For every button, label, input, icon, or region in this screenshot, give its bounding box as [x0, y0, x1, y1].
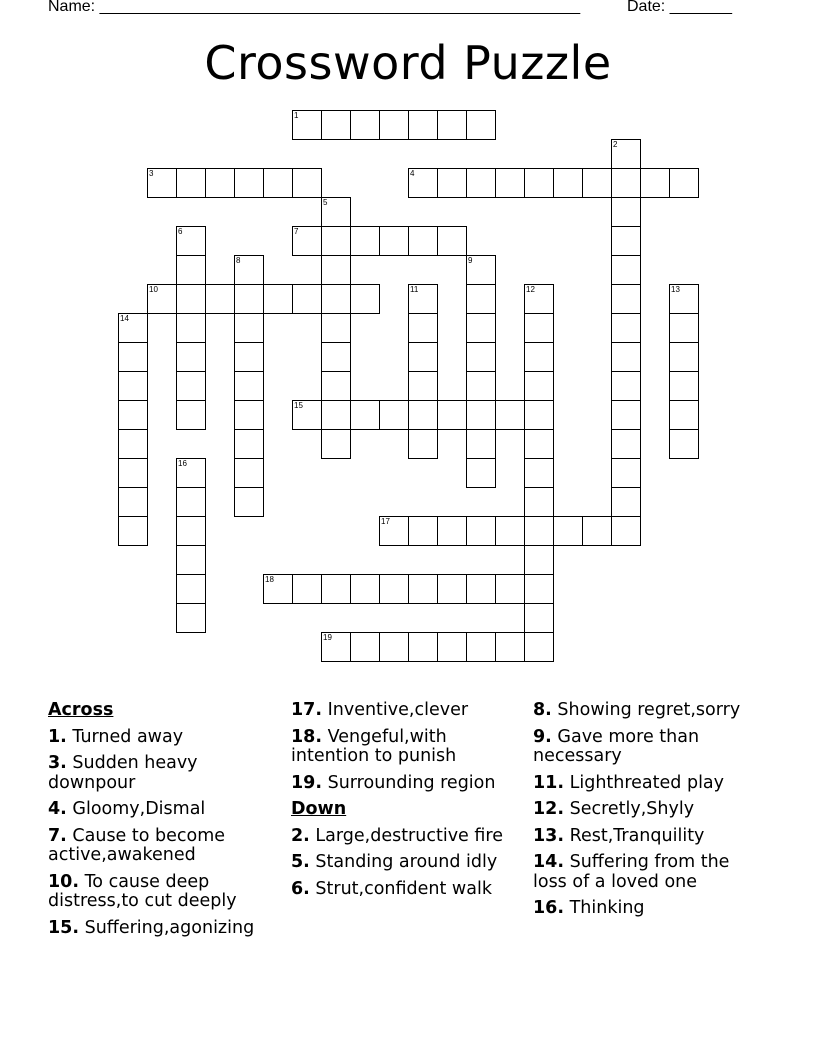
grid-cell[interactable]	[466, 284, 496, 314]
grid-cell[interactable]	[379, 516, 409, 546]
grid-cell[interactable]	[176, 487, 206, 517]
grid-cell[interactable]	[379, 632, 409, 662]
grid-cell[interactable]	[437, 226, 467, 256]
grid-cell[interactable]	[350, 400, 380, 430]
across-heading: Across	[48, 700, 114, 720]
grid-cell[interactable]	[611, 516, 641, 546]
grid-cell[interactable]	[524, 284, 554, 314]
grid-cell[interactable]	[118, 371, 148, 401]
grid-cell[interactable]	[292, 574, 322, 604]
grid-cell[interactable]	[321, 632, 351, 662]
grid-cell[interactable]	[466, 574, 496, 604]
clue-number: 13.	[533, 825, 565, 846]
grid-cell[interactable]	[292, 110, 322, 140]
cell-number: 11	[410, 285, 419, 294]
clue-text: Secretly,Shyly	[569, 799, 695, 819]
grid-cell[interactable]	[292, 226, 322, 256]
grid-cell[interactable]	[640, 168, 670, 198]
grid-cell[interactable]	[524, 487, 554, 517]
grid-cell[interactable]	[669, 371, 699, 401]
clue-number: 2.	[291, 825, 310, 846]
grid-cell[interactable]	[466, 516, 496, 546]
grid-cell[interactable]	[176, 168, 206, 198]
grid-cell[interactable]	[611, 458, 641, 488]
grid-cell[interactable]	[495, 400, 525, 430]
clue-number: 1.	[48, 726, 67, 747]
clue-across-18	[291, 728, 523, 767]
grid-cell[interactable]	[408, 516, 438, 546]
grid-cell[interactable]	[234, 458, 264, 488]
grid-cell[interactable]	[466, 400, 496, 430]
grid-cell[interactable]	[466, 632, 496, 662]
clue-down-5	[291, 853, 523, 873]
clue-number: 9.	[533, 726, 552, 747]
grid-cell[interactable]	[553, 516, 583, 546]
grid-cell[interactable]	[408, 632, 438, 662]
clue-down-13	[533, 827, 763, 847]
clue-number: 15.	[48, 917, 80, 938]
clue-across-15	[48, 919, 280, 939]
grid-cell[interactable]	[321, 574, 351, 604]
clue-across-7	[48, 827, 280, 866]
grid-cell[interactable]	[466, 313, 496, 343]
clue-text: Sudden heavy downpour	[48, 753, 198, 793]
grid-cell[interactable]	[263, 574, 293, 604]
cell-number: 15	[294, 401, 303, 410]
cell-number: 13	[671, 285, 680, 294]
grid-cell[interactable]	[292, 400, 322, 430]
grid-cell[interactable]	[292, 284, 322, 314]
clue-down-9	[533, 728, 763, 767]
grid-cell[interactable]	[611, 429, 641, 459]
clue-down-12	[533, 800, 763, 820]
grid-cell[interactable]	[611, 226, 641, 256]
grid-cell[interactable]	[379, 226, 409, 256]
clue-text: Inventive,clever	[327, 700, 469, 720]
grid-cell[interactable]	[205, 284, 235, 314]
grid-cell[interactable]	[524, 168, 554, 198]
clue-text: Strut,confident walk	[315, 878, 492, 899]
clue-number: 11.	[533, 772, 565, 793]
grid-cell[interactable]	[234, 400, 264, 430]
grid-cell[interactable]	[176, 458, 206, 488]
clue-text: Surrounding region	[327, 772, 496, 793]
grid-cell[interactable]	[321, 110, 351, 140]
grid-cell[interactable]	[611, 284, 641, 314]
grid-cell[interactable]	[234, 342, 264, 372]
clue-down-14	[533, 853, 763, 892]
grid-cell[interactable]	[524, 516, 554, 546]
grid-cell[interactable]	[379, 110, 409, 140]
grid-cell[interactable]	[350, 632, 380, 662]
grid-cell[interactable]	[321, 226, 351, 256]
clue-number: 19.	[291, 772, 323, 793]
grid-cell[interactable]	[321, 342, 351, 372]
grid-cell[interactable]	[234, 255, 264, 285]
grid-cell[interactable]	[611, 197, 641, 227]
grid-cell[interactable]	[408, 110, 438, 140]
grid-cell[interactable]	[176, 313, 206, 343]
grid-cell[interactable]	[118, 400, 148, 430]
clue-down-8	[533, 701, 763, 721]
grid-cell[interactable]	[408, 284, 438, 314]
grid-cell[interactable]	[408, 429, 438, 459]
grid-cell[interactable]	[234, 371, 264, 401]
clue-number: 5.	[291, 852, 310, 872]
clue-number: 14.	[533, 852, 565, 872]
grid-cell[interactable]	[611, 371, 641, 401]
cell-number: 2	[613, 140, 618, 149]
grid-cell[interactable]	[205, 168, 235, 198]
down-heading: Down	[291, 799, 347, 819]
grid-cell[interactable]	[350, 574, 380, 604]
grid-cell[interactable]	[379, 574, 409, 604]
clue-column-2	[291, 701, 523, 906]
grid-cell[interactable]	[350, 226, 380, 256]
grid-cell[interactable]	[321, 400, 351, 430]
grid-cell[interactable]	[669, 400, 699, 430]
grid-cell[interactable]	[669, 168, 699, 198]
clue-down-6	[291, 880, 523, 900]
grid-cell[interactable]	[321, 429, 351, 459]
grid-cell[interactable]	[176, 255, 206, 285]
grid-cell[interactable]	[321, 197, 351, 227]
cell-number: 6	[178, 227, 183, 236]
cell-number: 4	[410, 169, 415, 178]
clue-number: 4.	[48, 799, 67, 819]
cell-number: 12	[526, 285, 535, 294]
cell-number: 7	[294, 227, 299, 236]
grid-cell[interactable]	[524, 342, 554, 372]
grid-cell[interactable]	[466, 168, 496, 198]
clue-across-1	[48, 728, 280, 748]
grid-cell[interactable]	[611, 342, 641, 372]
cell-number: 5	[323, 198, 328, 207]
grid-cell[interactable]	[669, 284, 699, 314]
clue-down-11	[533, 774, 763, 794]
grid-cell[interactable]	[321, 371, 351, 401]
date-field[interactable]: Date: _______	[627, 0, 732, 15]
clue-number: 6.	[291, 878, 310, 899]
grid-cell[interactable]	[611, 255, 641, 285]
grid-cell[interactable]	[321, 313, 351, 343]
grid-cell[interactable]	[176, 226, 206, 256]
cell-number: 18	[265, 575, 274, 584]
grid-cell[interactable]	[495, 632, 525, 662]
grid-cell[interactable]	[437, 168, 467, 198]
grid-cell[interactable]	[176, 516, 206, 546]
grid-cell[interactable]	[350, 110, 380, 140]
grid-cell[interactable]	[234, 168, 264, 198]
grid-cell[interactable]	[408, 342, 438, 372]
grid-cell[interactable]	[234, 487, 264, 517]
cell-number: 16	[178, 459, 187, 468]
clue-text: To cause deep distress,to cut deeply	[48, 871, 237, 911]
grid-cell[interactable]	[553, 168, 583, 198]
clue-text: Gloomy,Dismal	[72, 799, 206, 819]
cell-number: 8	[236, 256, 241, 265]
clue-down-16	[533, 899, 763, 919]
grid-cell[interactable]	[176, 545, 206, 575]
grid-cell[interactable]	[582, 168, 612, 198]
grid-cell[interactable]	[437, 574, 467, 604]
grid-cell[interactable]	[408, 226, 438, 256]
grid-cell[interactable]	[147, 284, 177, 314]
clue-across-4	[48, 800, 280, 820]
grid-cell[interactable]	[176, 284, 206, 314]
clue-number: 12.	[533, 799, 565, 819]
grid-cell[interactable]	[611, 168, 641, 198]
grid-cell[interactable]	[234, 313, 264, 343]
grid-cell[interactable]	[437, 516, 467, 546]
grid-cell[interactable]	[466, 342, 496, 372]
cell-number: 10	[149, 285, 158, 294]
grid-cell[interactable]	[350, 284, 380, 314]
clue-number: 10.	[48, 871, 80, 892]
clue-number: 16.	[533, 898, 565, 918]
name-field[interactable]: Name: ______________________________________________________	[48, 0, 581, 15]
grid-cell[interactable]	[495, 168, 525, 198]
grid-cell[interactable]	[176, 400, 206, 430]
grid-cell[interactable]	[466, 458, 496, 488]
clue-text: Gave more than necessary	[533, 726, 700, 766]
grid-cell[interactable]	[611, 487, 641, 517]
grid-cell[interactable]	[669, 313, 699, 343]
grid-cell[interactable]	[495, 516, 525, 546]
clue-text: Thinking	[569, 898, 645, 918]
clue-text: Rest,Tranquility	[569, 825, 705, 846]
clue-number: 3.	[48, 753, 67, 773]
grid-cell[interactable]	[118, 487, 148, 517]
grid-cell[interactable]	[118, 516, 148, 546]
grid-cell[interactable]	[176, 371, 206, 401]
grid-cell[interactable]	[524, 429, 554, 459]
grid-cell[interactable]	[379, 400, 409, 430]
grid-cell[interactable]	[147, 168, 177, 198]
grid-cell[interactable]	[466, 110, 496, 140]
grid-cell[interactable]	[611, 139, 641, 169]
clue-text: Vengeful,with intention to punish	[291, 726, 457, 766]
clue-text: Suffering from the loss of a loved one	[533, 852, 730, 892]
clue-text: Lighthreated play	[569, 772, 725, 793]
clue-number: 8.	[533, 700, 552, 720]
grid-cell[interactable]	[669, 429, 699, 459]
grid-cell[interactable]	[524, 603, 554, 633]
grid-cell[interactable]	[524, 458, 554, 488]
grid-cell[interactable]	[524, 574, 554, 604]
grid-cell[interactable]	[408, 400, 438, 430]
grid-cell[interactable]	[118, 458, 148, 488]
grid-cell[interactable]	[437, 632, 467, 662]
grid-cell[interactable]	[408, 371, 438, 401]
grid-cell[interactable]	[437, 400, 467, 430]
grid-cell[interactable]	[292, 168, 322, 198]
grid-cell[interactable]	[611, 400, 641, 430]
grid-cell[interactable]	[234, 429, 264, 459]
clue-column-1	[48, 701, 280, 945]
grid-cell[interactable]	[118, 313, 148, 343]
clue-text: Standing around idly	[315, 852, 498, 872]
grid-cell[interactable]	[321, 255, 351, 285]
grid-cell[interactable]	[234, 284, 264, 314]
grid-cell[interactable]	[495, 574, 525, 604]
clue-text: Suffering,agonizing	[84, 917, 255, 938]
grid-cell[interactable]	[669, 342, 699, 372]
grid-cell[interactable]	[321, 284, 351, 314]
clue-across-3	[48, 754, 280, 793]
clue-text: Turned away	[72, 726, 184, 747]
grid-cell[interactable]	[524, 400, 554, 430]
clue-column-3	[533, 701, 763, 926]
grid-cell[interactable]	[466, 429, 496, 459]
cell-number: 14	[120, 314, 129, 323]
grid-cell[interactable]	[524, 371, 554, 401]
clue-number: 7.	[48, 825, 67, 846]
grid-cell[interactable]	[408, 313, 438, 343]
clue-text: Large,destructive fire	[315, 825, 503, 846]
clue-number: 18.	[291, 726, 323, 747]
grid-cell[interactable]	[408, 574, 438, 604]
grid-cell[interactable]	[176, 342, 206, 372]
grid-cell[interactable]	[582, 516, 612, 546]
grid-cell[interactable]	[437, 110, 467, 140]
clue-text: Showing regret,sorry	[557, 700, 741, 720]
grid-cell[interactable]	[524, 313, 554, 343]
cell-number: 1	[294, 111, 299, 120]
clue-number: 17.	[291, 700, 323, 720]
grid-cell[interactable]	[611, 313, 641, 343]
grid-cell[interactable]	[524, 545, 554, 575]
page-title: Crossword Puzzle	[204, 36, 612, 90]
grid-cell[interactable]	[466, 255, 496, 285]
grid-cell[interactable]	[176, 603, 206, 633]
cell-number: 9	[468, 256, 473, 265]
grid-cell[interactable]	[263, 168, 293, 198]
clue-down-2	[291, 827, 523, 847]
grid-cell[interactable]	[466, 371, 496, 401]
grid-cell[interactable]	[118, 342, 148, 372]
clue-across-17	[291, 701, 523, 721]
grid-cell[interactable]	[176, 574, 206, 604]
clue-across-10	[48, 873, 280, 912]
grid-cell[interactable]	[263, 284, 293, 314]
grid-cell[interactable]	[524, 632, 554, 662]
cell-number: 19	[323, 633, 332, 642]
clue-across-19	[291, 774, 523, 794]
cell-number: 3	[149, 169, 154, 178]
clue-text: Cause to become active,awakened	[48, 825, 226, 865]
cell-number: 17	[381, 517, 390, 526]
grid-cell[interactable]	[118, 429, 148, 459]
grid-cell[interactable]	[408, 168, 438, 198]
